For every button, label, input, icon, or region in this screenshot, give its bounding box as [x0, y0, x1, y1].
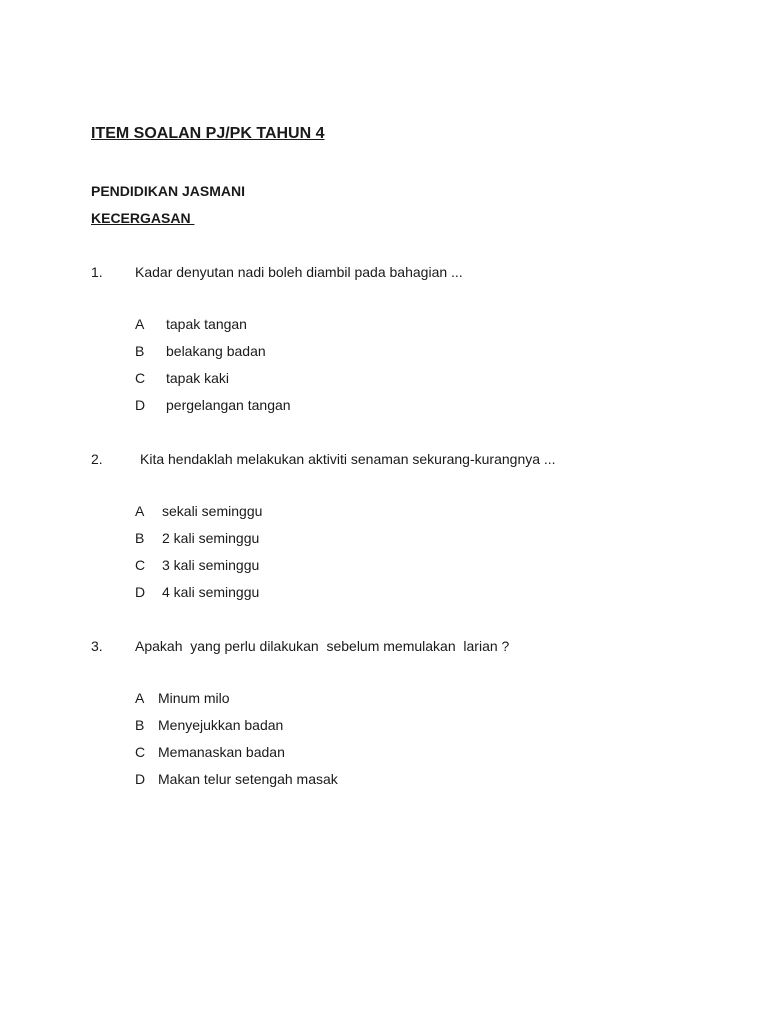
- option-text: belakang badan: [166, 343, 266, 359]
- option-letter: C: [135, 744, 146, 760]
- option-list: [135, 503, 263, 611]
- option-a: [135, 316, 247, 343]
- option-list: [135, 690, 338, 798]
- option-text: 2 kali seminggu: [162, 530, 260, 546]
- option-letter: D: [135, 771, 146, 787]
- option-letter: B: [135, 717, 145, 733]
- option-letter: D: [135, 397, 146, 413]
- question-text: Apakah yang perlu dilakukan sebelum memulakan larian ?: [135, 638, 510, 654]
- question-2: [91, 451, 711, 600]
- option-text: Makan telur setengah masak: [158, 771, 338, 787]
- option-b: [135, 530, 260, 557]
- option-text: Memanaskan badan: [158, 744, 285, 760]
- option-c: [135, 370, 230, 397]
- option-letter: A: [135, 503, 145, 519]
- option-a: [135, 503, 263, 530]
- option-text: sekali seminggu: [162, 503, 263, 519]
- option-letter: A: [135, 316, 145, 332]
- option-text: tapak tangan: [166, 316, 247, 332]
- question-stem: [91, 451, 711, 471]
- question-number: 1.: [91, 264, 103, 280]
- option-text: tapak kaki: [166, 370, 230, 386]
- option-text: Minum milo: [158, 690, 230, 706]
- question-1: [91, 264, 711, 413]
- question-3: [91, 638, 711, 787]
- question-text: Kadar denyutan nadi boleh diambil pada bahagian ...: [135, 264, 463, 280]
- option-b: [135, 717, 284, 744]
- option-a: [135, 690, 230, 717]
- option-letter: A: [135, 690, 145, 706]
- option-list: [135, 316, 291, 424]
- option-b: [135, 343, 266, 370]
- question-stem: [91, 638, 711, 658]
- option-text: 3 kali seminggu: [162, 557, 260, 573]
- option-text: Menyejukkan badan: [158, 717, 284, 733]
- option-letter: D: [135, 584, 146, 600]
- option-text: 4 kali seminggu: [162, 584, 260, 600]
- topic-title: KECERGASAN: [91, 210, 195, 226]
- question-stem: [91, 264, 711, 284]
- document-title: ITEM SOALAN PJ/PK TAHUN 4: [91, 125, 325, 142]
- option-c: [135, 744, 285, 771]
- option-d: [135, 771, 338, 798]
- option-letter: C: [135, 370, 146, 386]
- question-number: 3.: [91, 638, 103, 654]
- option-d: [135, 397, 291, 424]
- option-d: [135, 584, 260, 611]
- option-c: [135, 557, 260, 584]
- option-letter: B: [135, 343, 145, 359]
- section-title: PENDIDIKAN JASMANI: [91, 183, 246, 199]
- option-text: pergelangan tangan: [166, 397, 291, 413]
- option-letter: B: [135, 530, 145, 546]
- question-number: 2.: [91, 451, 103, 467]
- question-text: Kita hendaklah melakukan aktiviti senaman sekurang-kurangnya ...: [140, 451, 556, 467]
- option-letter: C: [135, 557, 146, 573]
